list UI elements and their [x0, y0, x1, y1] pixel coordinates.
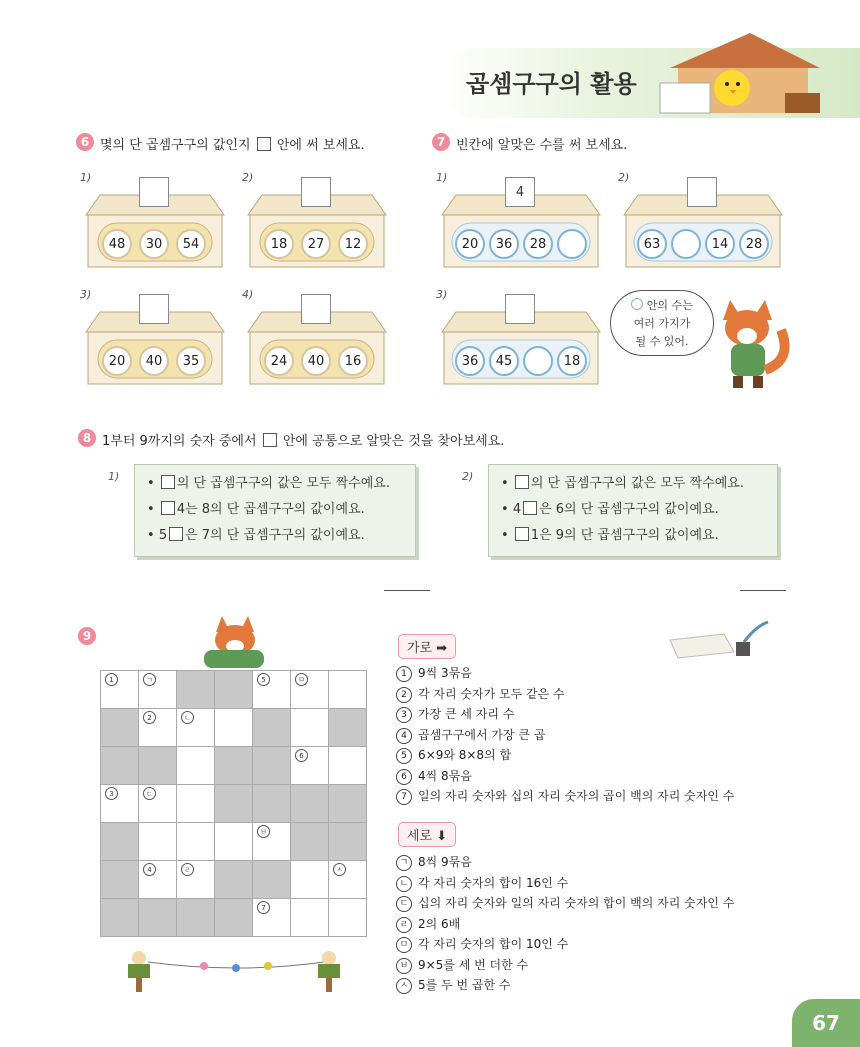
clue-marker: 7 [396, 789, 412, 805]
q6-item-label: 3) [80, 288, 92, 301]
number-ball: 20 [102, 346, 132, 376]
clue-marker: ㄹ [181, 863, 194, 876]
number-ball: 12 [338, 229, 368, 259]
question-6-text-a: 몇의 단 곱셈구구의 값인지 [100, 138, 251, 153]
grid-cell [101, 709, 139, 747]
question-6-badge: 6 [76, 133, 94, 151]
condition-prefix: 5 [158, 528, 168, 543]
answer-ticket[interactable]: 4 [505, 177, 535, 207]
grid-cell[interactable] [139, 785, 177, 823]
clue-marker: ㄷ [143, 787, 156, 800]
ink-quill-illustration [664, 620, 774, 660]
number-ball: 30 [139, 229, 169, 259]
grid-cell[interactable] [101, 785, 139, 823]
condition-line: • 5 은 7의 단 곱셈구구의 값이예요. [147, 528, 365, 543]
across-clue [396, 767, 472, 785]
number-ball: 40 [139, 346, 169, 376]
condition-text: 은 7의 단 곱셈구구의 값이예요. [185, 528, 365, 543]
answer-ticket[interactable] [301, 294, 331, 324]
down-clues-header: 세로 ⬇ [398, 822, 456, 847]
clue-marker: 1 [396, 666, 412, 682]
grid-cell[interactable] [253, 671, 291, 709]
grid-cell[interactable] [329, 899, 367, 937]
grid-cell[interactable] [139, 709, 177, 747]
question-7-text: 빈칸에 알맞은 수를 써 보세요. [456, 138, 628, 153]
clue-marker: ㅂ [396, 958, 412, 974]
answer-ticket[interactable] [687, 177, 717, 207]
clue-marker: ㅂ [257, 825, 270, 838]
bubble-line-3: 될 수 있어. [635, 335, 689, 348]
grid-cell[interactable] [291, 671, 329, 709]
q8-panel-1 [134, 464, 416, 557]
answer-ticket[interactable] [301, 177, 331, 207]
number-ball: 18 [557, 346, 587, 376]
clue-marker: ㄴ [396, 876, 412, 892]
question-7-badge: 7 [432, 133, 450, 151]
answer-box-icon [169, 527, 183, 541]
answer-line-1[interactable] [384, 590, 430, 591]
blank-circle-icon [631, 298, 643, 310]
grid-cell[interactable] [291, 899, 329, 937]
answer-line-2[interactable] [740, 590, 786, 591]
blank-ball[interactable] [557, 229, 587, 259]
grid-cell [177, 899, 215, 937]
q8-panel-2 [488, 464, 778, 557]
grid-cell[interactable] [139, 861, 177, 899]
condition-line: • 1은 9의 단 곱셈구구의 값이예요. [501, 528, 719, 543]
grid-cell [329, 823, 367, 861]
clue-text: 각 자리 숫자의 합이 10인 수 [418, 937, 569, 951]
question-8-badge: 8 [78, 429, 96, 447]
number-ball: 20 [455, 229, 485, 259]
grid-cell [101, 823, 139, 861]
clue-text: 9×5를 세 번 더한 수 [418, 957, 529, 972]
clue-marker: ㄷ [396, 896, 412, 912]
clue-text: 가장 큰 세 자리 수 [418, 707, 515, 721]
grid-cell [215, 785, 253, 823]
clue-text: 5를 두 번 곱한 수 [418, 978, 511, 992]
across-clues-header: 가로 ➡ [398, 634, 456, 659]
clue-marker: ㅁ [396, 937, 412, 953]
down-clue [396, 853, 472, 871]
answer-box-icon [257, 137, 271, 151]
clue-marker: ㄹ [396, 917, 412, 933]
grid-cell[interactable] [253, 823, 291, 861]
clue-text: 9씩 3묶음 [418, 666, 472, 680]
q7-item-label: 1) [436, 171, 448, 184]
question-6-text [100, 134, 365, 153]
clue-marker: ㄴ [181, 711, 194, 724]
number-ball: 35 [176, 346, 206, 376]
across-clue [396, 705, 514, 723]
grid-cell[interactable] [177, 747, 215, 785]
grid-cell [101, 899, 139, 937]
grid-cell[interactable] [177, 709, 215, 747]
clue-marker: 6 [396, 769, 412, 785]
grid-cell[interactable] [329, 747, 367, 785]
across-clue [396, 787, 734, 805]
crossword-grid [100, 670, 367, 937]
condition-text: 1은 9의 단 곱셈구구의 값이예요. [530, 528, 719, 543]
down-clue [396, 874, 568, 892]
clue-marker: 2 [143, 711, 156, 724]
condition-text: 의 단 곱셈구구의 값은 모두 짝수예요. [176, 476, 390, 491]
condition-line: • 4 은 6의 단 곱셈구구의 값이예요. [501, 502, 719, 517]
scarecrow-birds-illustration [118, 944, 358, 994]
grid-cell[interactable] [253, 899, 291, 937]
grid-cell [291, 785, 329, 823]
grid-cell [215, 747, 253, 785]
clue-marker: 6 [295, 749, 308, 762]
clue-marker: 5 [396, 748, 412, 764]
bubble-line-2: 여러 가지가 [633, 317, 691, 330]
clue-marker: ㄱ [143, 673, 156, 686]
condition-text: 은 6의 단 곱셈구구의 값이예요. [539, 502, 719, 517]
answer-ticket[interactable] [505, 294, 535, 324]
grid-cell [139, 899, 177, 937]
grid-cell[interactable] [215, 709, 253, 747]
grid-cell[interactable] [139, 823, 177, 861]
answer-box-icon [515, 527, 529, 541]
question-8-text [102, 430, 504, 449]
question-8-text-a: 1부터 9까지의 숫자 중에서 [102, 434, 257, 449]
clue-marker: ㅅ [396, 978, 412, 994]
grid-cell [253, 747, 291, 785]
grid-cell [139, 747, 177, 785]
across-clue [396, 746, 511, 764]
grid-cell [177, 671, 215, 709]
clue-text: 각 자리 숫자의 합이 16인 수 [418, 875, 569, 890]
grid-cell[interactable] [177, 785, 215, 823]
answer-box-icon [523, 501, 537, 515]
grid-cell[interactable] [177, 823, 215, 861]
grid-cell [215, 899, 253, 937]
answer-box-icon [515, 475, 529, 489]
clue-marker: ㄱ [396, 855, 412, 871]
clue-marker: 4 [396, 728, 412, 744]
grid-cell[interactable] [291, 861, 329, 899]
grid-cell[interactable] [101, 671, 139, 709]
clue-text: 십의 자리 숫자와 일의 자리 숫자의 합이 백의 자리 숫자인 수 [418, 896, 735, 910]
grid-cell[interactable] [177, 861, 215, 899]
across-clue [396, 664, 472, 682]
clue-text: 6×9와 8×8의 합 [418, 748, 512, 762]
fox-illustration [715, 290, 795, 390]
clue-text: 각 자리 숫자가 모두 같은 수 [418, 686, 565, 701]
grid-cell[interactable] [291, 709, 329, 747]
blank-ball[interactable] [523, 346, 553, 376]
down-clue [396, 894, 734, 912]
clue-marker: 4 [143, 863, 156, 876]
answer-box-icon [263, 433, 277, 447]
number-ball: 18 [264, 229, 294, 259]
clue-marker: 5 [257, 673, 270, 686]
fox-lying-illustration [190, 612, 280, 672]
clue-marker: 2 [396, 687, 412, 703]
grid-cell [215, 671, 253, 709]
clue-text: 4씩 8묶음 [418, 768, 472, 783]
grid-cell [253, 709, 291, 747]
grid-cell [101, 861, 139, 899]
page-title: 곱셈구구의 활용 [466, 70, 637, 98]
doghouse-chick-illustration [650, 28, 820, 123]
clue-marker: ㅁ [295, 673, 308, 686]
number-ball: 45 [489, 346, 519, 376]
clue-text: 2의 6배 [418, 916, 461, 931]
clue-marker: 3 [396, 707, 412, 723]
answer-box-icon [161, 501, 175, 515]
down-clue [396, 935, 568, 953]
condition-line: • 의 단 곱셈구구의 값은 모두 짝수예요. [147, 476, 390, 491]
number-ball: 36 [455, 346, 485, 376]
grid-cell[interactable] [291, 747, 329, 785]
page-number: 67 [792, 999, 860, 1047]
condition-text: 4는 8의 단 곱셈구구의 값이예요. [176, 502, 365, 517]
across-clue [396, 685, 565, 703]
clue-marker: ㅅ [333, 863, 346, 876]
grid-cell[interactable] [329, 861, 367, 899]
clue-text: 곱셈구구에서 가장 큰 곱 [418, 727, 546, 742]
condition-line: • 4는 8의 단 곱셈구구의 값이예요. [147, 502, 365, 517]
grid-cell[interactable] [215, 823, 253, 861]
number-ball: 27 [301, 229, 331, 259]
down-clue [396, 915, 460, 933]
grid-cell [253, 785, 291, 823]
number-ball: 16 [338, 346, 368, 376]
answer-ticket[interactable] [139, 294, 169, 324]
grid-cell[interactable] [329, 671, 367, 709]
clue-marker: 7 [257, 901, 270, 914]
down-clue [396, 976, 510, 994]
number-ball: 40 [301, 346, 331, 376]
clue-marker: 3 [105, 787, 118, 800]
answer-box-icon [161, 475, 175, 489]
bubble-line-1: 안의 수는 [646, 299, 693, 312]
number-ball: 28 [739, 229, 769, 259]
q8-panel-2-label: 2) [462, 470, 474, 483]
speech-bubble [610, 290, 714, 356]
q6-item-label: 1) [80, 171, 92, 184]
number-ball: 28 [523, 229, 553, 259]
question-9-badge: 9 [78, 627, 96, 645]
number-ball: 54 [176, 229, 206, 259]
number-ball: 36 [489, 229, 519, 259]
q7-item-label: 3) [436, 288, 448, 301]
q8-panel-1-label: 1) [108, 470, 120, 483]
number-ball: 14 [705, 229, 735, 259]
condition-text: 의 단 곱셈구구의 값은 모두 짝수예요. [530, 476, 744, 491]
answer-ticket[interactable] [139, 177, 169, 207]
grid-cell[interactable] [139, 671, 177, 709]
question-6-text-b: 안에 써 보세요. [276, 138, 365, 153]
clue-text: 일의 자리 숫자와 십의 자리 숫자의 곱이 백의 자리 숫자인 수 [418, 789, 735, 803]
grid-cell [329, 785, 367, 823]
number-ball: 63 [637, 229, 667, 259]
grid-cell [253, 861, 291, 899]
clue-text: 8씩 9묶음 [418, 855, 472, 869]
question-8-text-b: 안에 공통으로 알맞은 것을 찾아보세요. [282, 434, 505, 449]
down-clue [396, 956, 528, 974]
number-ball: 24 [264, 346, 294, 376]
grid-cell [329, 709, 367, 747]
grid-cell [101, 747, 139, 785]
across-clue [396, 726, 545, 744]
blank-ball[interactable] [671, 229, 701, 259]
q6-item-label: 4) [242, 288, 254, 301]
grid-cell [215, 861, 253, 899]
condition-prefix: 4 [512, 502, 522, 517]
q7-item-label: 2) [618, 171, 630, 184]
clue-marker: 1 [105, 673, 118, 686]
grid-cell [291, 823, 329, 861]
condition-line: • 의 단 곱셈구구의 값은 모두 짝수예요. [501, 476, 744, 491]
q6-item-label: 2) [242, 171, 254, 184]
number-ball: 48 [102, 229, 132, 259]
